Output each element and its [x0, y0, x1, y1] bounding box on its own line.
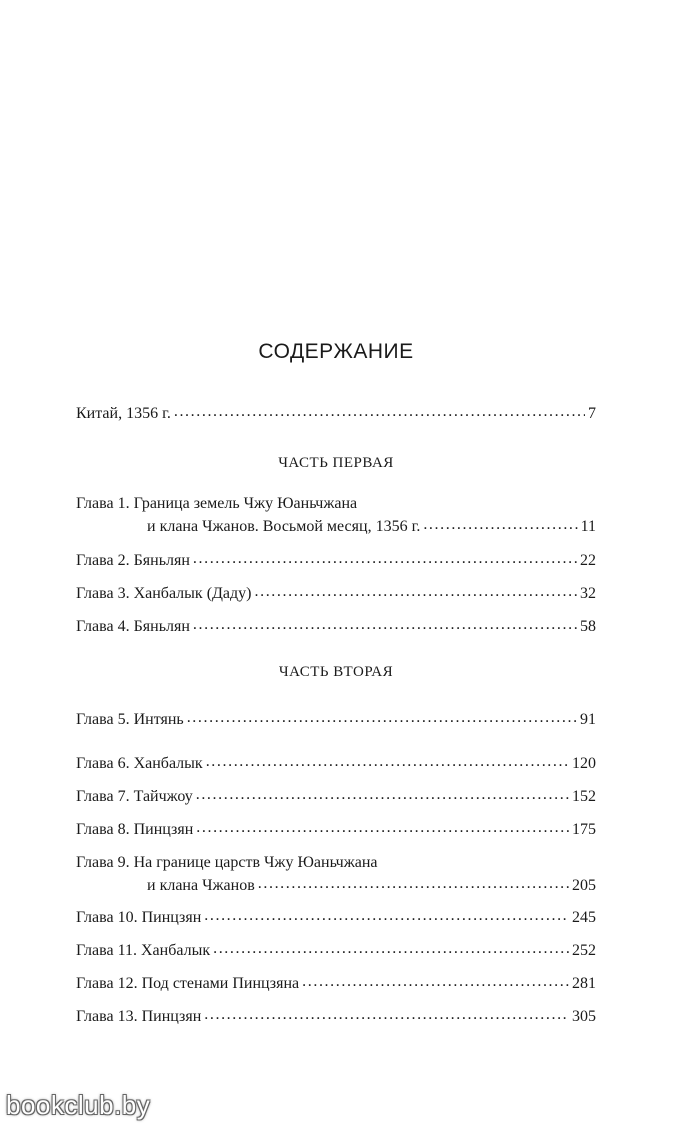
leader-dots [193, 549, 577, 565]
entry-page: 175 [572, 821, 596, 838]
entry-text: Глава 6. Ханбалык [76, 755, 203, 772]
leader-dots [193, 615, 577, 631]
toc-entry-chapter-11 [76, 939, 596, 962]
leader-dots [174, 402, 585, 418]
entry-page: 11 [580, 518, 596, 535]
entry-page: 120 [572, 755, 596, 772]
toc-entry-chapter-1 [76, 492, 596, 538]
toc-entry-chapter-5 [76, 708, 596, 731]
entry-page: 32 [580, 585, 596, 602]
entry-page: 205 [572, 877, 596, 894]
entry-text: Глава 9. На границе царств Чжу Юаньчжана [76, 854, 378, 871]
toc-entry-chapter-9 [76, 851, 596, 897]
entry-text: Глава 13. Пинцзян [76, 1008, 202, 1025]
toc-entry-chapter-7 [76, 785, 596, 808]
leader-dots [423, 515, 577, 531]
leader-dots [196, 818, 569, 834]
site-watermark: bookclub.by [6, 1090, 151, 1120]
toc-entry-chapter-13 [76, 1005, 596, 1028]
leader-dots [187, 708, 577, 724]
toc-entry-chapter-3 [76, 582, 596, 605]
leader-dots [213, 939, 569, 955]
entry-text: Глава 4. Бяньлян [76, 618, 190, 635]
toc-entry-chapter-2 [76, 549, 596, 572]
entry-page: 152 [572, 788, 596, 805]
leader-dots [204, 1005, 569, 1021]
toc-title: СОДЕРЖАНИЕ [258, 340, 414, 363]
entry-page: 281 [572, 975, 596, 992]
entry-text: Глава 12. Под стенами Пинцзяна [76, 975, 300, 992]
toc-entry-intro [76, 402, 596, 425]
entry-text: Глава 1. Граница земель Чжу Юаньчжана [76, 495, 358, 512]
toc-entry-chapter-12 [76, 972, 596, 995]
entry-text-continued: и клана Чжанов. Восьмой месяц, 1356 г. [147, 518, 421, 535]
part-title-1: ЧАСТЬ ПЕРВАЯ [278, 455, 394, 471]
entry-text-continued: и клана Чжанов [147, 877, 255, 894]
entry-text: Глава 5. Интянь [76, 711, 184, 728]
toc-entry-chapter-8 [76, 818, 596, 841]
toc-entry-chapter-10 [76, 906, 596, 929]
entry-page: 91 [580, 711, 596, 728]
leader-dots [258, 874, 569, 890]
toc-entry-chapter-6 [76, 752, 596, 775]
leader-dots [206, 752, 569, 768]
entry-text: Глава 3. Ханбалык (Даду) [76, 585, 252, 602]
toc-entry-chapter-4 [76, 615, 596, 638]
entry-text: Глава 2. Бяньлян [76, 552, 190, 569]
entry-text: Глава 8. Пинцзян [76, 821, 194, 838]
leader-dots [196, 785, 569, 801]
entry-page: 22 [580, 552, 596, 569]
entry-text: Глава 11. Ханбалык [76, 942, 211, 959]
leader-dots [255, 582, 578, 598]
entry-page: 245 [572, 909, 596, 926]
entry-text: Глава 7. Тайчжоу [76, 788, 193, 805]
entry-text: Глава 10. Пинцзян [76, 909, 202, 926]
entry-page: 58 [580, 618, 596, 635]
leader-dots [204, 906, 569, 922]
entry-page: 252 [572, 942, 596, 959]
entry-page: 7 [588, 405, 596, 422]
entry-text: Китай, 1356 г. [76, 405, 171, 422]
entry-page: 305 [572, 1008, 596, 1025]
leader-dots [302, 972, 569, 988]
part-title-2: ЧАСТЬ ВТОРАЯ [278, 664, 394, 680]
